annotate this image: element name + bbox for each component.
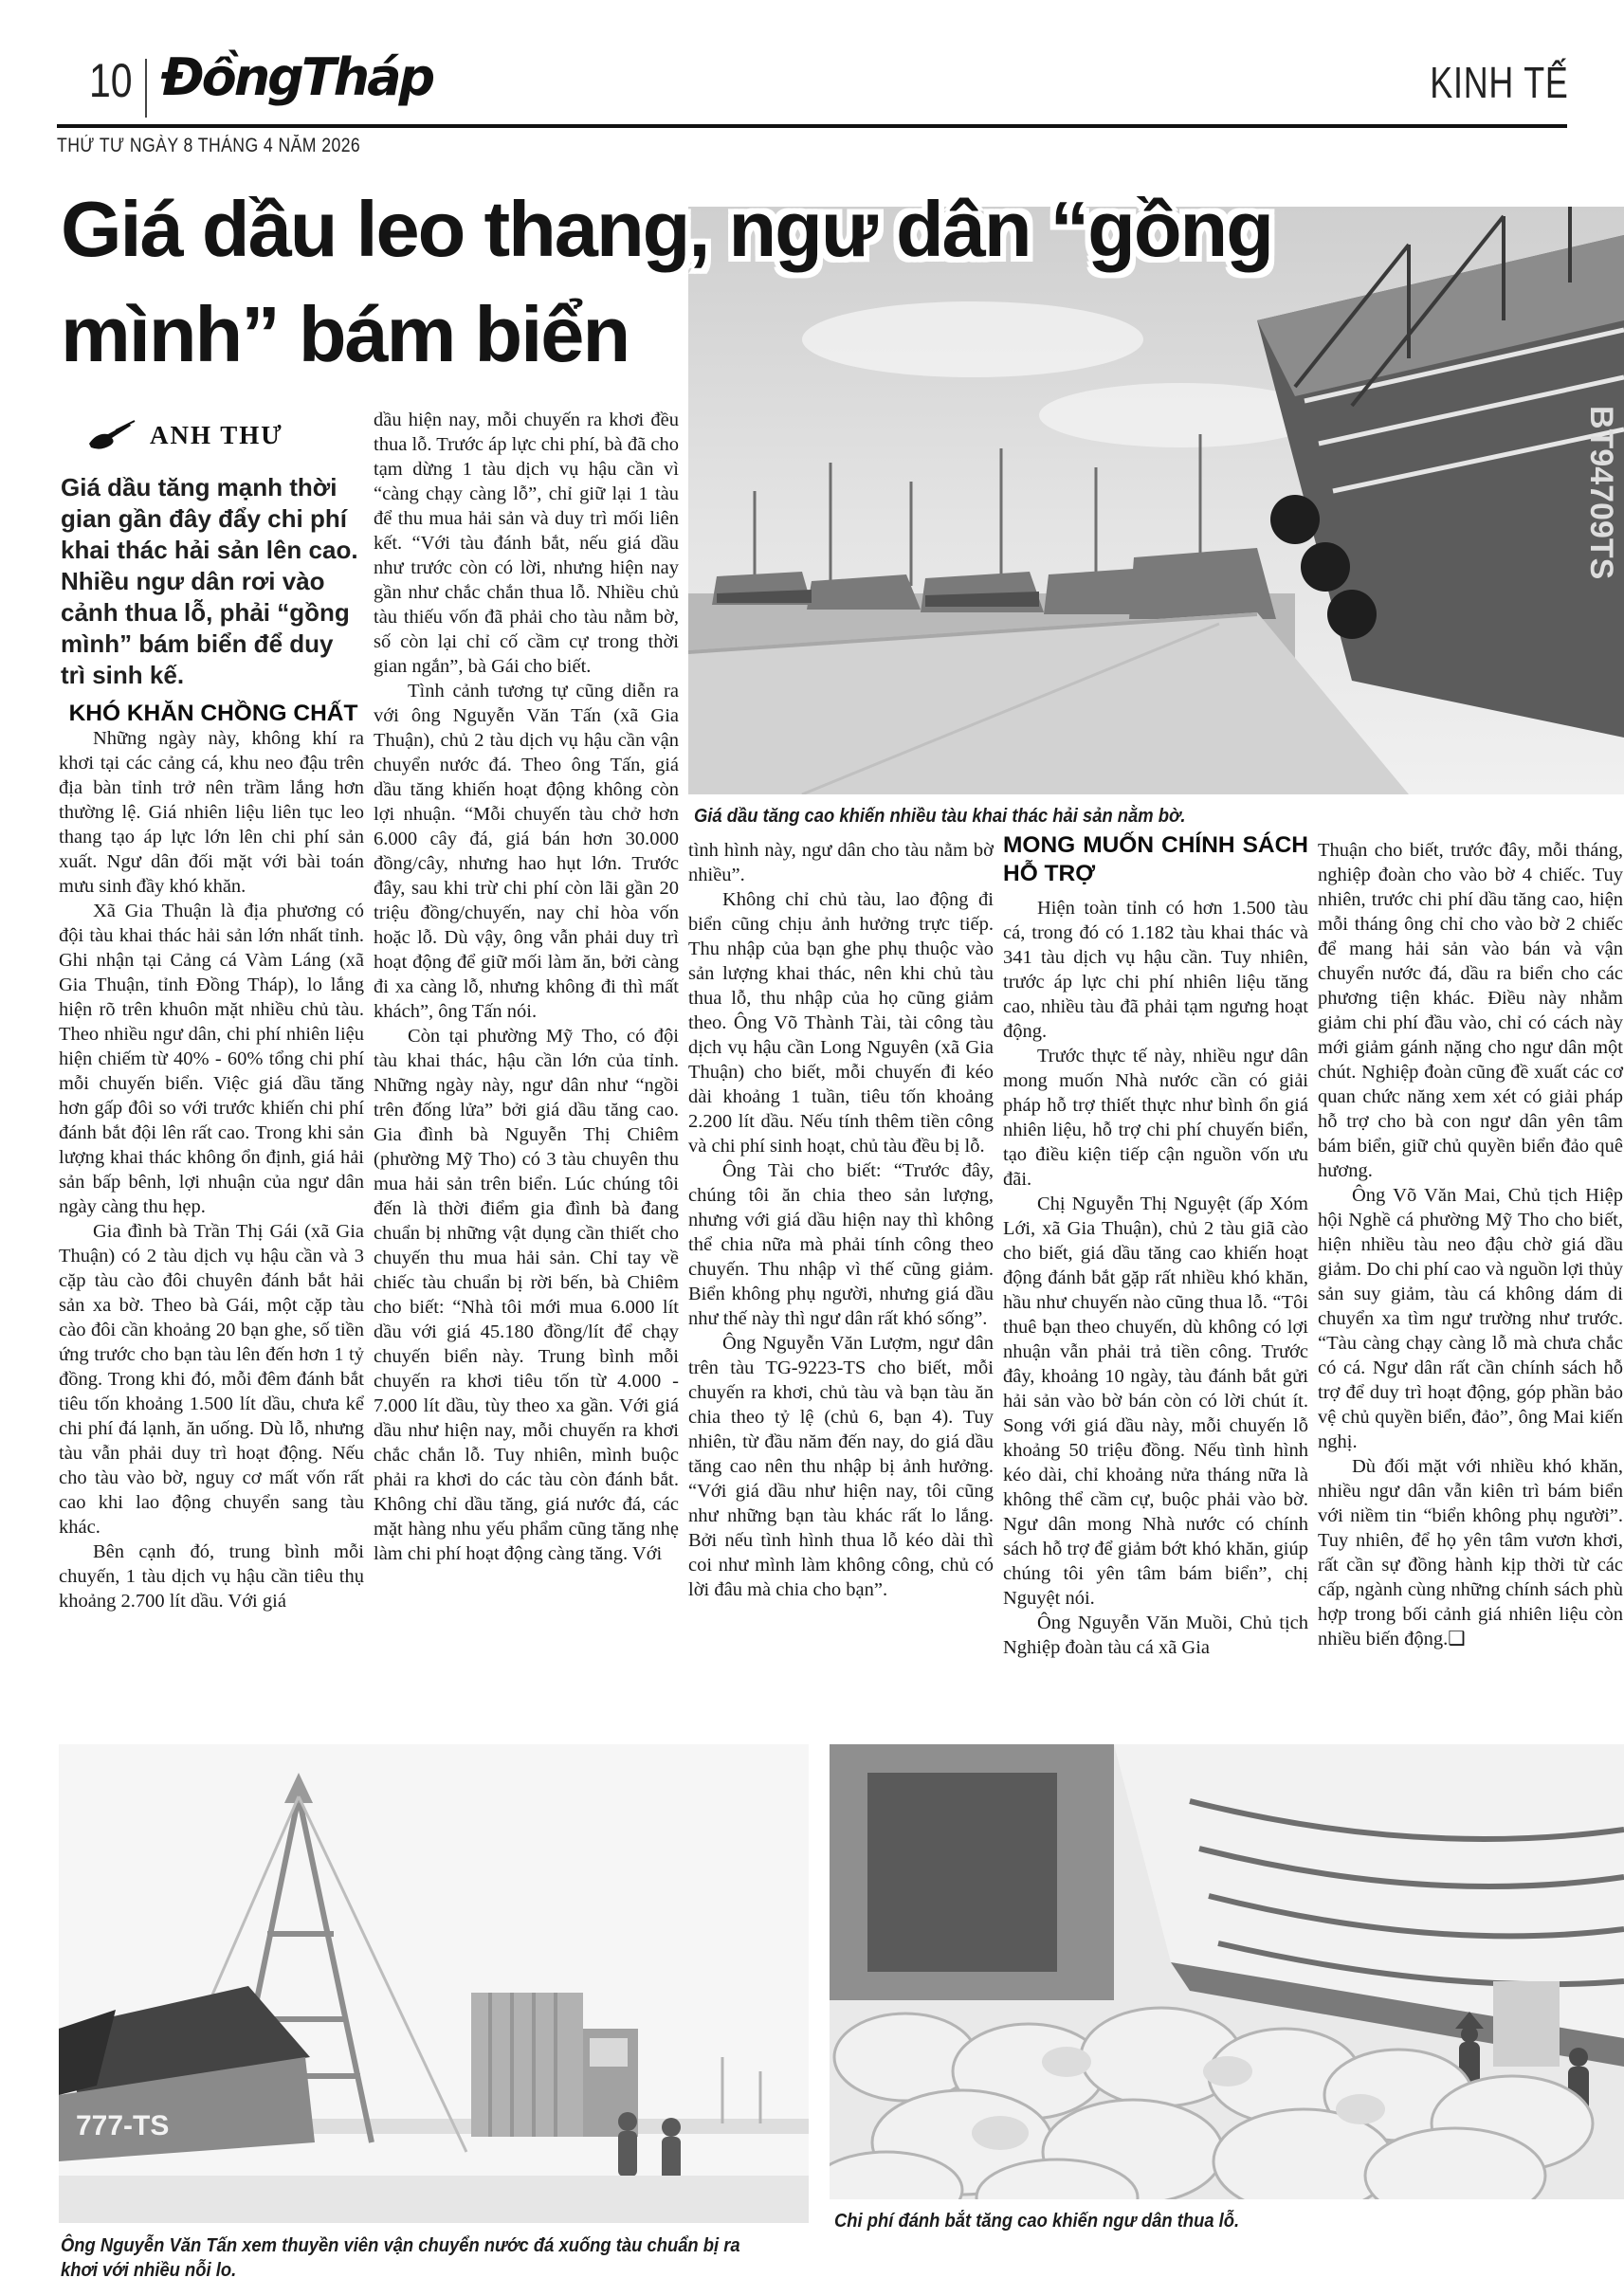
paragraph: tình hình này, ngư dân cho tàu nằm bờ nhiều”. [688, 840, 994, 885]
paragraph: Hiện toàn tỉnh có hơn 1.500 tàu cá, trong đó có 1.182 tàu khai thác và 341 tàu dịch vụ hậu cần. Tuy nhiên, trước áp lực chi phí nhiên liệu tăng cao, nhiều tàu đã phải tạm ngưng hoạt động. [1003, 898, 1308, 1042]
photo-catch-bags [830, 1744, 1624, 2199]
paragraph: dầu hiện nay, mỗi chuyến ra khơi đều thua lỗ. Trước áp lực chi phí, bà đã cho tạm dừng 1 tàu dịch vụ hậu cần vì “càng chạy càng lỗ”, chỉ giữ lại 1 tàu để thu mua hải sản và duy trì mối liên kết. “Với tàu đánh bắt, nếu giá dầu như trước còn có lời, nhưng hiện nay gần như chắc chắn thua lỗ. Nhiều chủ tàu thiếu vốn đã phải cho tàu nằm bờ, số còn lại chỉ cố cầm cự trong thời gian ngắn”, bà Gái cho biết. [374, 410, 679, 677]
body-column-4 [1003, 831, 1308, 1660]
newspaper-nameplate: ĐồngTháp [161, 47, 433, 107]
section-heading-2: MONG MUỐN CHÍNH SÁCH HỖ TRỢ [1003, 832, 1308, 886]
body-column-1 [59, 726, 364, 1613]
photo-bottom-right-illustration [830, 1744, 1624, 2199]
photo-bottom-left-illustration [59, 1744, 809, 2223]
section-heading-1: KHÓ KHĂN CHỒNG CHẤT [68, 701, 358, 726]
paragraph: Ông Võ Văn Mai, Chủ tịch Hiệp hội Nghề cá phường Mỹ Tho cho biết, hiện nhiều tàu neo đậu chờ giá dầu giảm. Do chi phí cao và nguồn lợi thủy sản suy giảm, tàu cá không dám di chuyển xa tìm ngư trường như trước. “Tàu càng chạy càng lỗ mà chưa chắc có cá. Ngư dân rất cần chính sách hỗ trợ để duy trì hoạt động, góp phần bảo vệ chủ quyền biển, đảo”, ông Mai kiến nghị. [1318, 1185, 1623, 1452]
paragraph: Ông Tài cho biết: “Trước đây, chúng tôi ăn chia theo sản lượng, nhưng với giá dầu hiện nay thì không thể chia nữa mà phải tính công theo chuyến. Thu nhập vì thế cũng giảm. Biển không phụ người, nhưng giá dầu như thế này thì ngư dân rất khó sống”. [688, 1160, 994, 1329]
photo-top-caption: Giá dầu tăng cao khiến nhiều tàu khai thác hải sản nằm bờ. [694, 806, 1186, 827]
photo-bottom-right-caption: Chi phí đánh bắt tăng cao khiến ngư dân thua lỗ. [834, 2211, 1240, 2232]
paragraph: Bên cạnh đó, trung bình mỗi chuyến, 1 tàu dịch vụ hậu cần tiêu thụ khoảng 2.700 lít dầu. Với giá [59, 1541, 364, 1612]
body-column-5 [1318, 838, 1623, 1651]
paragraph: Còn tại phường Mỹ Tho, có đội tàu khai thác, hậu cần lớn của tỉnh. Những ngày này, ngư dân như “ngồi trên đống lửa” bởi giá dầu tăng cao. Gia đình bà Nguyễn Thị Chiêm (phường Mỹ Tho) có 3 tàu chuyên thu mua hải sản trên biển. Lúc chúng tôi đến là thời điểm gia đình bà đang chuẩn bị những vật dụng cần thiết cho chuyến thu mua hải sản. Chỉ tay về chiếc tàu chuẩn bị rời bến, bà Chiêm cho biết: “Nhà tôi mới mua 6.000 lít dầu với giá 45.180 đồng/lít để chạy chuyến biển này. Trung bình mỗi chuyến ra khơi tiêu tốn từ 4.000 - 7.000 lít dầu, tùy theo xa gần. Với giá dầu như hiện nay, mỗi chuyến ra khơi chắc chắn lỗ. Tuy nhiên, mình buộc phải ra khơi do các tàu còn đánh bắt. Không chỉ dầu tăng, giá nước đá, các mặt hàng nhu yếu phẩm cũng tăng nhẹ làm chi phí hoạt động càng tăng. Với [374, 1026, 679, 1564]
paragraph: Gia đình bà Trần Thị Gái (xã Gia Thuận) có 2 tàu dịch vụ hậu cần và 3 cặp tàu cào đôi chuyên đánh bắt hải sản xa bờ. Theo bà Gái, một cặp tàu cào đôi cần khoảng 20 bạn ghe, số tiền ứng trước cho bạn tàu lên đến hơn 1 tỷ đồng. Trong khi đó, mỗi đêm đánh bắt tiêu tốn khoảng 1.500 lít dầu, chưa kể chi phí đá lạnh, ăn uống. Dù lỗ, nhưng tàu vẫn phải duy trì hoạt động. Nếu cho tàu vào bờ, nguy cơ mất vốn rất cao khi lao động chuyển sang tàu khác. [59, 1221, 364, 1538]
paragraph: Không chỉ chủ tàu, lao động đi biển cũng chịu ảnh hưởng trực tiếp. Thu nhập của bạn ghe phụ thuộc vào sản lượng khai thác, nên khi chủ tàu thua lỗ, thu nhập của họ cũng giảm theo. Ông Võ Thành Tài, tài công tàu dịch vụ hậu cần Long Nguyên (xã Gia Thuận) cho biết, mỗi chuyến đi kéo dài khoảng 1 tuần, tiêu tốn khoảng 2.200 lít dầu. Nếu tính thêm tiền công và chi phí sinh hoạt, chủ tàu đều bị lỗ. [688, 889, 994, 1157]
boat-hull-number: BT94709TS [1583, 406, 1619, 580]
page-date: THỨ TƯ NGÀY 8 THÁNG 4 NĂM 2026 [57, 135, 361, 156]
paragraph: Ông Nguyễn Văn Lượm, ngư dân trên tàu TG-9223-TS cho biết, mỗi chuyến ra khơi, chủ tàu và bạn tàu ăn chia theo tỷ lệ (chủ 6, bạn 4). Tuy nhiên, từ đầu năm đến nay, do giá dầu tăng cao nên thu nhập bị ảnh hưởng. “Với giá dầu như hiện nay, tôi cũng như những bạn tàu khác rất lo lắng. Bởi nếu tình hình thua lỗ kéo dài thì coi như mình làm không công, chủ có lời đâu mà chia cho bạn”. [688, 1333, 994, 1600]
paragraph: Xã Gia Thuận là địa phương có đội tàu khai thác hải sản lớn nhất tỉnh. Ghi nhận tại Cảng cá Vàm Láng (xã Gia Thuận, tỉnh Đồng Tháp), lo lắng hiện rõ trên khuôn mặt nhiều chủ tàu. Theo nhiều ngư dân, chi phí nhiên liệu hiện chiếm từ 40% - 60% tổng chi phí mỗi chuyến biển. Việc giá dầu tăng hơn gấp đôi so với trước khiến chi phí đánh bắt đội lên rất cao. Trong khi sản lượng khai thác không ổn định, giá hải sản bấp bênh, lợi nhuận của ngư dân ngày càng thu hẹp. [59, 901, 364, 1217]
header-rule [57, 124, 1567, 128]
paragraph: Những ngày này, không khí ra khơi tại các cảng cá, khu neo đậu trên địa bàn tỉnh trở nên trầm lắng hơn thường lệ. Giá nhiên liệu liên tục leo thang tạo áp lực lớn lên chi phí sản xuất. Ngư dân đối mặt với bài toán mưu sinh đầy khó khăn. [59, 728, 364, 897]
page-number: 10 [89, 54, 133, 107]
paragraph: Tình cảnh tương tự cũng diễn ra với ông Nguyễn Văn Tấn (xã Gia Thuận), chủ 2 tàu dịch vụ hậu cần vận chuyển nước đá. Theo ông Tấn, giá dầu tăng khiến hoạt động không còn lợi nhuận. “Mỗi chuyến tàu chở hơn 6.000 cây đá, giá bán hơn 30.000 đồng/cây, nhưng hao hụt lớn. Trước đây, sau khi trừ chi phí còn lãi gần 20 triệu đồng/chuyến, nay chỉ hòa vốn hoặc lỗ. Dù vậy, ông vẫn phải duy trì hoạt động để giữ mối làm ăn, bởi càng đi xa càng lỗ, nhưng không đi thì mất khách”, ông Tấn nói. [374, 681, 679, 1022]
paragraph: Dù đối mặt với nhiều khó khăn, nhiều ngư dân vẫn kiên trì bám biển với niềm tin “biển không phụ người”. Tuy nhiên, để họ yên tâm vươn khơi, rất cần sự đồng hành kịp thời từ các cấp, ngành cùng những chính sách phù hợp trong bối cảnh giá nhiên liệu còn nhiều biến động.❑ [1318, 1456, 1623, 1649]
section-label: KINH TẾ [1430, 58, 1569, 107]
header-divider [145, 59, 147, 118]
photo-bottom-left-caption: Ông Nguyễn Văn Tấn xem thuyền viên vận chuyển nước đá xuống tàu chuẩn bị ra khơi với nhiều nỗi lo. [61, 2235, 740, 2281]
article-headline: Giá dầu leo thang, ngư dân “gồng mình” bám biển [61, 185, 1272, 378]
author-name: ANH THƯ [150, 420, 283, 449]
paragraph: Trước thực tế này, nhiều ngư dân mong muốn Nhà nước cần có giải pháp hỗ trợ thiết thực như bình ổn giá nhiên liệu, hỗ trợ chi phí chuyến biển, tạo điều kiện tiếp cận nguồn vốn ưu đãi. [1003, 1046, 1308, 1190]
pen-icon [87, 419, 137, 451]
article-lead: Giá dầu tăng mạnh thời gian gần đây đẩy chi phí khai thác hải sản lên cao. Nhiều ngư dân rơi vào cảnh thua lỗ, phải “gồng mình” bám biển để duy trì sinh kế. [61, 473, 358, 689]
body-column-2 [374, 408, 679, 1566]
paragraph: Thuận cho biết, trước đây, mỗi tháng, nghiệp đoàn cho vào bờ 4 chiếc. Tuy nhiên, trước chi phí dầu tăng cao, hiện mỗi tháng ông chỉ cho vào bờ 2 chiếc để mang hải sản vào bán và vận chuyển nước đá, dầu ra biển cho các phương tiện khác. Điều này nhằm giảm chi phí đầu vào, chỉ có cách này mới giảm gánh nặng cho ngư dân một chút. Nghiệp đoàn cũng đề xuất các cơ quan chức năng xem xét có giải pháp hỗ trợ cho bà con ngư dân yên tâm bám biển, giữ chủ quyền biển đảo quê hương. [1318, 840, 1623, 1181]
body-column-3 [688, 838, 994, 1602]
boat-hull-number-left: 777-TS [76, 2110, 170, 2141]
photo-ice-loading [59, 1744, 809, 2223]
byline [87, 419, 283, 451]
paragraph: Ông Nguyễn Văn Muồi, Chủ tịch Nghiệp đoàn tàu cá xã Gia [1003, 1613, 1308, 1658]
paragraph: Chị Nguyễn Thị Nguyệt (ấp Xóm Lới, xã Gia Thuận), chủ 2 tàu giã cào cho biết, giá dầu tăng cao khiến hoạt động đánh bắt gặp rất nhiều khó khăn, hầu như chuyến nào cũng thua lỗ. “Tôi thuê bạn theo chuyến, dù không có lợi nhuận vẫn phải trả tiền công. Trước đây, khoảng 10 ngày, tàu đánh bắt gửi hải sản vào bờ bán còn có lời chút ít. Song với giá dầu này, mỗi chuyến lỗ khoảng 50 triệu đồng. Nếu tình hình kéo dài, chỉ khoảng nửa tháng nữa là không thể cầm cự, buộc phải vào bờ. Ngư dân mong Nhà nước có chính sách hỗ trợ để giảm bớt khó khăn, giúp chúng tôi yên tâm bám biển”, chị Nguyệt nói. [1003, 1194, 1308, 1609]
